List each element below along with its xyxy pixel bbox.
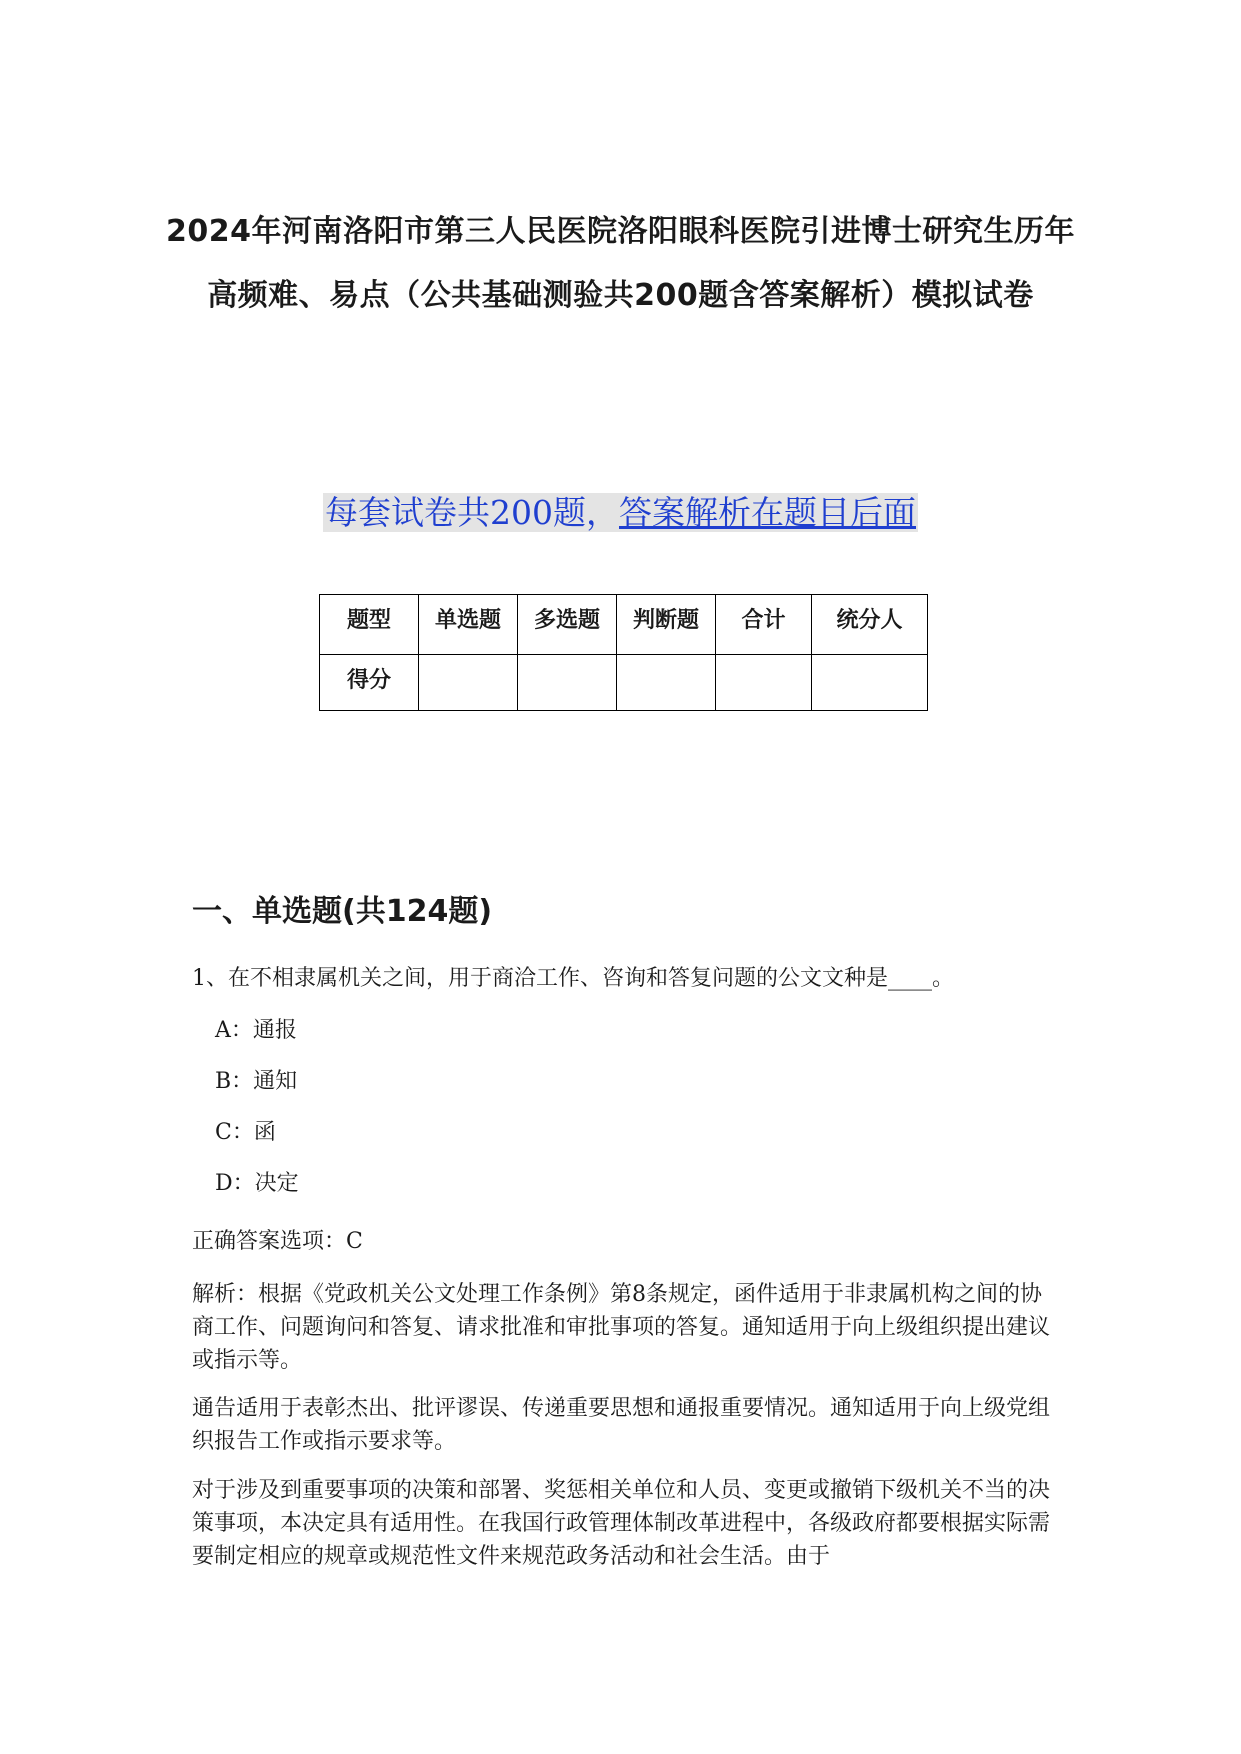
score-table-score-row	[320, 655, 928, 711]
subtitle-text: 每套试卷共200题，	[325, 493, 619, 532]
option-b: B：通知	[215, 1069, 298, 1094]
option-c: C：函	[215, 1120, 276, 1145]
correct-answer: 正确答案选项：C	[192, 1229, 363, 1254]
analysis-paragraph-2: 通告适用于表彰杰出、批评谬误、传递重要思想和通报重要情况。通知适用于向上级党组织报告工作或指示要求等。	[192, 1396, 1051, 1454]
score-table	[319, 594, 928, 711]
question-text: 1、在不相隶属机关之间，用于商洽工作、咨询和答复问题的公文文种是____。	[192, 966, 954, 991]
answer-location-link[interactable]: 答案解析在题目后面	[619, 493, 916, 532]
score-table-header-row	[320, 595, 928, 655]
score-cell-scorer[interactable]	[812, 655, 928, 711]
subtitle-highlight	[323, 493, 918, 532]
score-cell-judge[interactable]	[617, 655, 716, 711]
analysis-paragraph-3: 对于涉及到重要事项的决策和部署、奖惩相关单位和人员、变更或撤销下级机关不当的决策事项，本决定具有适用性。在我国行政管理体制改革进程中，各级政府都要根据实际需要制定相应的规章或规范性文件来规范政务活动和社会生活。由于	[192, 1478, 1051, 1569]
header-cell-scorer: 统分人	[812, 595, 928, 655]
row-label-score: 得分	[320, 655, 419, 711]
subtitle	[0, 490, 1241, 536]
header-cell-single: 单选题	[419, 595, 518, 655]
header-cell-total: 合计	[716, 595, 812, 655]
score-cell-total[interactable]	[716, 655, 812, 711]
option-d: D：决定	[215, 1171, 299, 1196]
document-title: 2024年河南洛阳市第三人民医院洛阳眼科医院引进博士研究生历年高频难、易点（公共基础测验共200题含答案解析）模拟试卷	[166, 214, 1075, 313]
header-cell-type: 题型	[320, 595, 419, 655]
option-a: A：通报	[215, 1018, 297, 1043]
header-cell-judge: 判断题	[617, 595, 716, 655]
header-cell-multi: 多选题	[518, 595, 617, 655]
score-cell-single[interactable]	[419, 655, 518, 711]
analysis-paragraph-1: 解析：根据《党政机关公文处理工作条例》第8条规定，函件适用于非隶属机构之间的协商工作、问题询问和答复、请求批准和审批事项的答复。通知适用于向上级组织提出建议或指示等。	[192, 1282, 1051, 1373]
score-cell-multi[interactable]	[518, 655, 617, 711]
section-heading: 一、单选题(共124题)	[192, 894, 493, 929]
